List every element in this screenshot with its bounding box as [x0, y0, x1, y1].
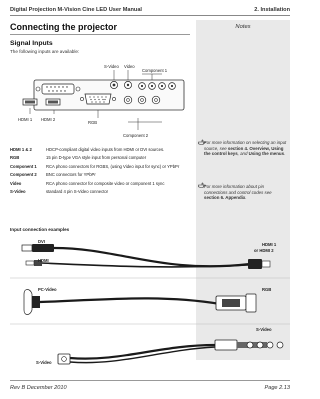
label-component2: Component 2 [123, 133, 149, 138]
hdmi-cable [22, 244, 270, 269]
label-hdmi-target-2: or HDMI 2 [254, 248, 274, 253]
note-input-source: For more information on selecting an input source, see section 4. Overview, Using the control keys, and Using the menus. [204, 140, 287, 157]
svideo-cable [58, 340, 283, 364]
label-video: Video [124, 64, 135, 69]
label-hdmi-target-1: HDMI 1 [262, 242, 277, 247]
header-divider [10, 15, 290, 16]
section-heading: Signal Inputs [10, 40, 53, 47]
label-svideo-left: S-Video [36, 360, 52, 365]
inputs-table [10, 147, 190, 197]
table-row: Video RCA phono connector for composite video or component 1 sync [10, 180, 165, 186]
label-svideo: S-Video [104, 64, 119, 69]
label-hdmi1: HDMI 1 [18, 117, 33, 122]
header-section: 2. Installation [254, 7, 290, 13]
page-header [10, 6, 290, 18]
label-svideo-right: S-Video [256, 327, 272, 332]
section-subtitle: The following inputs are available: [10, 49, 80, 54]
notes-title: Notes [235, 24, 251, 30]
footer-page-number: Page 2.13 [264, 385, 290, 391]
component2-ports [124, 96, 160, 104]
page-title: Connecting the projector [10, 22, 118, 32]
note-pin-connections: For more information about pin connections and control codes see section 6. Appendix. [204, 184, 272, 201]
table-row: Component 1 RCA phono connectors for RGBS, (using Video input for sync) or YPbPr [10, 163, 180, 169]
label-hdmi2: HDMI 2 [41, 117, 56, 122]
table-row: S-Video standard 4 pin S-Video connector [10, 189, 109, 195]
label-dvi: DVI [38, 239, 45, 244]
footer-divider [10, 380, 290, 381]
label-hdmi: HDMI [38, 258, 49, 263]
table-row: Component 2 BNC connectors for YPbPr [10, 172, 96, 178]
examples-heading: Input connection examples [10, 227, 70, 232]
rgb-cable [24, 290, 256, 315]
title-divider [10, 34, 190, 35]
footer-revision: Rev B December 2010 [10, 385, 67, 391]
label-rgb-example: RGB [262, 287, 272, 292]
label-component1: Component 1 [142, 68, 168, 73]
connection-examples-diagram [10, 234, 290, 376]
label-rgb: RGB [88, 120, 98, 125]
table-row: HDMI 1 & 2 HDCP-compliant digital video inputs from HDMI or DVI sources. [10, 147, 165, 152]
label-pc-video: PC-Video [38, 287, 57, 292]
header-manual-title: Digital Projection M-Vision Cine LED User Manual [10, 7, 142, 13]
table-row: RGB 15 pin D-type VGA style input from personal computer [10, 155, 147, 161]
